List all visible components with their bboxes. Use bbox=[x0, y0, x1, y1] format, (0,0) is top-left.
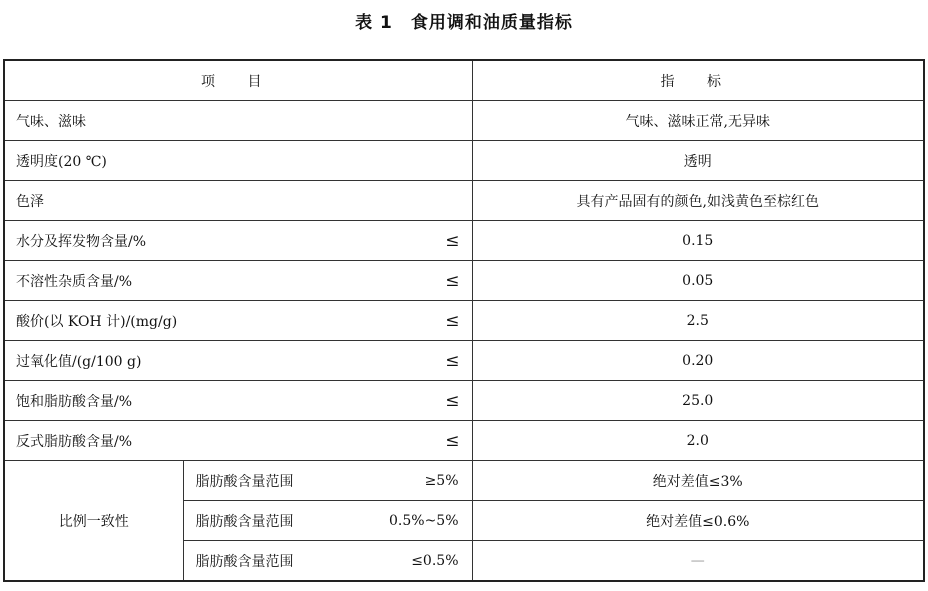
table-row bbox=[4, 261, 924, 301]
sub-range: 0.5%~5% bbox=[389, 512, 459, 529]
le-symbol: ≤ bbox=[445, 350, 460, 371]
sub-label: 脂肪酸含量范围 bbox=[195, 553, 294, 570]
le-symbol: ≤ bbox=[445, 230, 460, 251]
row-item-label: 气味、滋味 bbox=[16, 113, 86, 130]
quality-index-table bbox=[3, 59, 925, 582]
row-item bbox=[4, 141, 472, 181]
row-item-label: 酸价(以 KOH 计)/(mg/g) bbox=[16, 313, 178, 330]
header-item: 项 目 bbox=[4, 60, 472, 101]
row-value: 0.15 bbox=[472, 221, 924, 261]
header-value: 指 标 bbox=[472, 60, 924, 101]
sub-range: ≤0.5% bbox=[411, 552, 459, 569]
row-item-label: 透明度(20 ℃) bbox=[16, 153, 107, 170]
proportion-value: 绝对差值≤3% bbox=[472, 461, 924, 501]
row-item bbox=[4, 421, 472, 461]
row-value: 2.0 bbox=[472, 421, 924, 461]
row-item-label: 不溶性杂质含量/% bbox=[16, 273, 133, 290]
sub-range: ≥5% bbox=[424, 472, 459, 489]
le-symbol: ≤ bbox=[445, 390, 460, 411]
table-row bbox=[4, 101, 924, 141]
table-row bbox=[4, 381, 924, 421]
proportion-row bbox=[4, 461, 924, 501]
row-item-label: 色泽 bbox=[16, 193, 44, 210]
proportion-sub-item bbox=[183, 461, 472, 501]
row-value: 0.20 bbox=[472, 341, 924, 381]
row-item-label: 水分及挥发物含量/% bbox=[16, 233, 147, 250]
sub-label: 脂肪酸含量范围 bbox=[195, 473, 294, 490]
le-symbol: ≤ bbox=[445, 270, 460, 291]
row-item-label: 反式脂肪酸含量/% bbox=[16, 433, 133, 450]
row-item bbox=[4, 301, 472, 341]
row-value: 透明 bbox=[472, 141, 924, 181]
table-row bbox=[4, 141, 924, 181]
table-row bbox=[4, 301, 924, 341]
row-value: 25.0 bbox=[472, 381, 924, 421]
table-title bbox=[0, 8, 928, 33]
row-value: 气味、滋味正常,无异味 bbox=[472, 101, 924, 141]
table-header-row bbox=[4, 60, 924, 101]
row-item bbox=[4, 101, 472, 141]
proportion-value: 绝对差值≤0.6% bbox=[472, 501, 924, 541]
row-value: 2.5 bbox=[472, 301, 924, 341]
proportion-group-label: 比例一致性 bbox=[4, 461, 183, 582]
table-number: 表 1 bbox=[355, 13, 393, 33]
proportion-value: — bbox=[472, 541, 924, 582]
proportion-sub-item bbox=[183, 501, 472, 541]
row-item bbox=[4, 381, 472, 421]
table-row bbox=[4, 341, 924, 381]
row-item-label: 过氧化值/(g/100 g) bbox=[16, 353, 142, 370]
proportion-sub-item bbox=[183, 541, 472, 582]
row-item bbox=[4, 341, 472, 381]
row-item bbox=[4, 261, 472, 301]
le-symbol: ≤ bbox=[445, 310, 460, 331]
le-symbol: ≤ bbox=[445, 430, 460, 451]
sub-label: 脂肪酸含量范围 bbox=[195, 513, 294, 530]
row-item bbox=[4, 221, 472, 261]
table-row bbox=[4, 181, 924, 221]
row-value: 具有产品固有的颜色,如浅黄色至棕红色 bbox=[472, 181, 924, 221]
table-row bbox=[4, 421, 924, 461]
row-item bbox=[4, 181, 472, 221]
row-item-label: 饱和脂肪酸含量/% bbox=[16, 393, 133, 410]
table-title-text: 食用调和油质量指标 bbox=[410, 13, 573, 33]
table-row bbox=[4, 221, 924, 261]
row-value: 0.05 bbox=[472, 261, 924, 301]
